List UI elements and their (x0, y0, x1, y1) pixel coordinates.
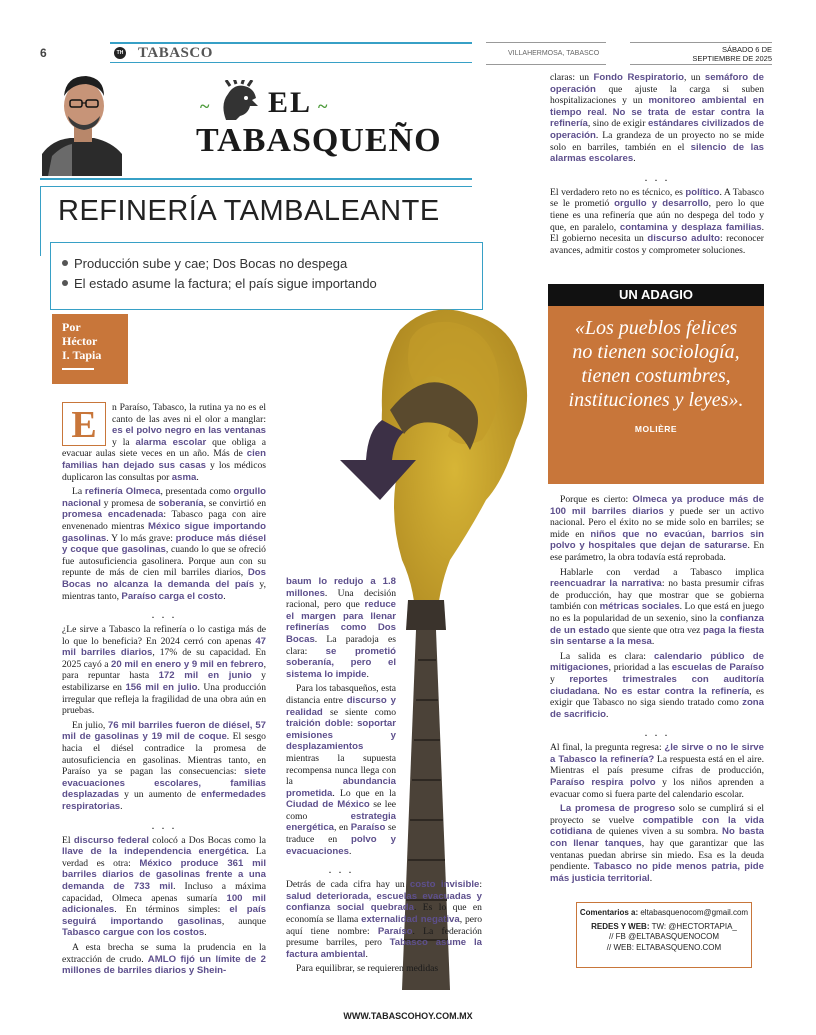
article-column-1 (62, 402, 266, 980)
paragraph: Para los tabasqueños, esta distancia entre discurso y realidad se siente como traición doble: soportar emisiones y desplazamientos mientras la supuesta recompensa nunca llega con la abundancia prometida. Lo que en la Ciudad de México se lee como estrategia energética, en Paraíso se traduce en polvo y evacuaciones. (286, 683, 396, 857)
paragraph: Porque es cierto: Olmeca ya produce más de 100 mil barriles diarios y puede ser un activo nacional. Pero el éxito no se mide solo en barriles; se mide en niños que no evacúan, barrios sin polvo y hospitales que dejan de saturarse. En ese parámetro, la obra todavía está reprobada. (550, 494, 764, 563)
byline-name-2: I. Tapia (62, 348, 102, 362)
date-line-2: SEPTIEMBRE DE 2025 (692, 54, 772, 63)
byline-prefix: Por (62, 320, 81, 334)
paragraph: A esta brecha se suma la prudencia en la extracción de crudo. AMLO fijó un límite de 2 millones de barriles diarios y Shein- (62, 941, 266, 977)
paragraph: El verdadero reto no es técnico, es político. A Tabasco se le prometió orgullo y desarrollo, pero lo que tiene es una refinería que aún no despega del todo y que, en paralelo, contamina y desplaza familias. El gobierno necesita un discurso adulto: reconocer avances, admitir costos y comprometer soluciones. (550, 186, 765, 256)
summary-bullet-2: El estado asume la factura; el país sigue importando (62, 276, 377, 291)
contact-networks-line: REDES Y WEB: TW: @HECTORTAPIA_ (591, 921, 737, 931)
contact-email-line: Comentarios a: eltabasquenocom@gmail.com (579, 908, 749, 917)
article-column-2 (286, 576, 482, 978)
paragraph: En julio, 76 mil barriles fueron de diésel, 57 mil de gasolinas y 19 mil de coque. El sesgo hacia el diésel contradice la promesa de autosuficiencia en gasolinas. Mientras tanto, en Paraíso ya se pagan las consecuencias: siete evacuaciones escolares, familias desplazadas y un aumento de enfermedades respiratorias. (62, 719, 266, 812)
footer-url[interactable]: WWW.TABASCOHOY.COM.MX (343, 1011, 473, 1021)
masthead-tilde-left: ~ (200, 96, 210, 116)
byline-name-1: Héctor (62, 334, 98, 348)
article-column-3-top (550, 72, 764, 259)
section-separator: . . . (151, 817, 177, 832)
adagio-author: MOLIÈRE (634, 424, 678, 434)
summary-bullet-1: Producción sube y cae; Dos Bocas no despega (62, 256, 347, 271)
contact-box (576, 902, 752, 968)
section-separator: . . . (328, 862, 354, 877)
byline-rule (62, 368, 94, 370)
masthead-name-line1: EL (268, 86, 313, 119)
paragraph: Para equilibrar, se requieren medidas (296, 963, 439, 975)
paragraph: Detrás de cada cifra hay un costo invisible: salud deteriorada, escuelas evacuadas y confianza social quebrada. Es lo que en economía se llama externalidad negativa, pero aquí tiene nombre: Paraíso. La federación presume barriles, pero Tabasco asume la factura ambiental. (286, 879, 482, 960)
author-photo (42, 68, 122, 176)
bullet-dot-icon (62, 260, 68, 266)
contact-web[interactable]: // WEB: ELTABASQUENO.COM (606, 942, 722, 952)
paragraph: La salida es clara: calendario público de mitigaciones, prioridad a las escuelas de Paraíso y reportes trimestrales con auditoría ciudadana. No es estar contra la refinería, es exigir que Tabasco no siga siendo tratado como zona de sacrificio. (550, 650, 765, 720)
masthead-name-line2: TABASQUEÑO (196, 122, 442, 159)
paragraph: n Paraíso, Tabasco, la rutina ya no es el canto de las aves ni el olor a manglar: es el polvo negro en las ventanas y la alarma escolar que obliga a evacuar aulas siete veces en un año. Más de cien familias han dejado sus casas y los médicos duplicaron las consultas por asma. (62, 402, 266, 483)
section-logo-icon: TH (114, 47, 126, 59)
adagio-box (548, 306, 764, 484)
paragraph: Al final, la pregunta regresa: ¿le sirve o no le sirve a Tabasco la refinería? La respuesta está en el aire. Mientras el país presume cifras de producción, Paraíso respira polvo y los niños aprenden a evacuar como si fuera parte del calendario escolar. (550, 742, 764, 800)
section-label: TABASCO (138, 45, 213, 61)
section-separator: . . . (151, 607, 177, 622)
contact-fb[interactable]: // FB @ELTABASQUENOCOM (608, 932, 720, 941)
section-separator: . . . (644, 169, 670, 184)
paragraph: ¿Le sirve a Tabasco la refinería o lo castiga más de lo que lo beneficia? En 2024 cerró con apenas 47 mil barriles diarios, 17% de su capacidad. En 2025 cayó a 20 mil en enero y 9 mil en febrero, para repuntar hasta 172 mil en junio y estabilizarse en 156 mil en julio. Una producción irregular que refleja la fragilidad de una obra aún en pruebas. (62, 624, 266, 717)
adagio-quote: «Los pueblos felices no tienen sociología, tienen costumbres, instituciones y leyes». (568, 317, 744, 411)
paragraph: El discurso federal colocó a Dos Bocas como la llave de la independencia energética. La verdad es otra: México produce 361 mil barriles diarios de gasolinas frente a una demanda de 733 mil. Incluso a máxima capacidad, Olmeca apenas sumaría 100 mil adicionales. En términos simples: el país seguirá importando gasolinas, aunque Tabasco cargue con los costos. (62, 834, 267, 939)
headline-frame (40, 186, 41, 256)
masthead-emblem-icon (214, 80, 262, 122)
section-separator: . . . (644, 725, 670, 740)
byline-box (52, 314, 128, 384)
article-column-3-bottom (550, 494, 764, 887)
paragraph: La refinería Olmeca, presentada como orgullo nacional y promesa de soberanía, se convirtió en promesa encadenada: Tabasco paga con aire envenenado mientras México sigue importando gasolinas. Y lo más grave: produce más diésel y coque que gasolinas, cuando lo que se ofreció fue autosuficiencia gasolinera. Porque aun con su repunte de más de cien mil barriles diarios, Dos Bocas no alcanza la demanda del país y, mientras tanto, Paraíso carga el costo. (62, 486, 266, 602)
paragraph: La promesa de progreso solo se cumplirá si el proyecto se vuelve compatible con la vida cotidiana de quienes viven a su sombra. No basta con llenar tanques, hay que garantizar que las ventanas puedan abrirse sin miedo. Esa es la deuda pendiente. Tabasco no pide menos patria, pide más justicia territorial. (550, 803, 764, 884)
dropcap-box: E (62, 402, 106, 446)
headline: REFINERÍA TAMBALEANTE (58, 195, 440, 227)
paragraph: claras: un Fondo Respiratorio, un semáforo de operación que ajuste la carga si suben hospitalizaciones y un monitoreo ambiental en tiempo real. No se trata de estar contra la refinería, sino de exigir estándares civilizados de operación. La grandeza de un proyecto no se mide solo en barriles, también en el silencio de las alarmas escolares. (550, 72, 765, 165)
location-label: VILLAHERMOSA, TABASCO (508, 50, 600, 57)
bullet-dot-icon (62, 280, 68, 286)
adagio-label: UN ADAGIO (548, 284, 764, 306)
paragraph: baum lo redujo a 1.8 millones. Una decisión racional, pero que reduce el margen para llenar refinerías como Dos Bocas. La paradoja es clara: se prometió soberanía, pero el sistema lo impide. (286, 576, 396, 680)
paragraph: Hablarle con verdad a Tabasco implica reencuadrar la narrativa: no basta presumir cifras de producción, hay que mostrar que se gobierna también con métricas sociales. Lo que está en juego no es la popularidad de un sexenio, sino la confianza de un estado que siente que otra vez paga la fiesta sin sentarse a la mesa. (550, 566, 764, 648)
page-number: 6 (40, 46, 47, 60)
contact-email[interactable]: eltabasquenocom@gmail.com (640, 908, 749, 917)
date-line-1: SÁBADO 6 DE (721, 45, 772, 54)
masthead-tilde-right: ~ (318, 96, 328, 116)
